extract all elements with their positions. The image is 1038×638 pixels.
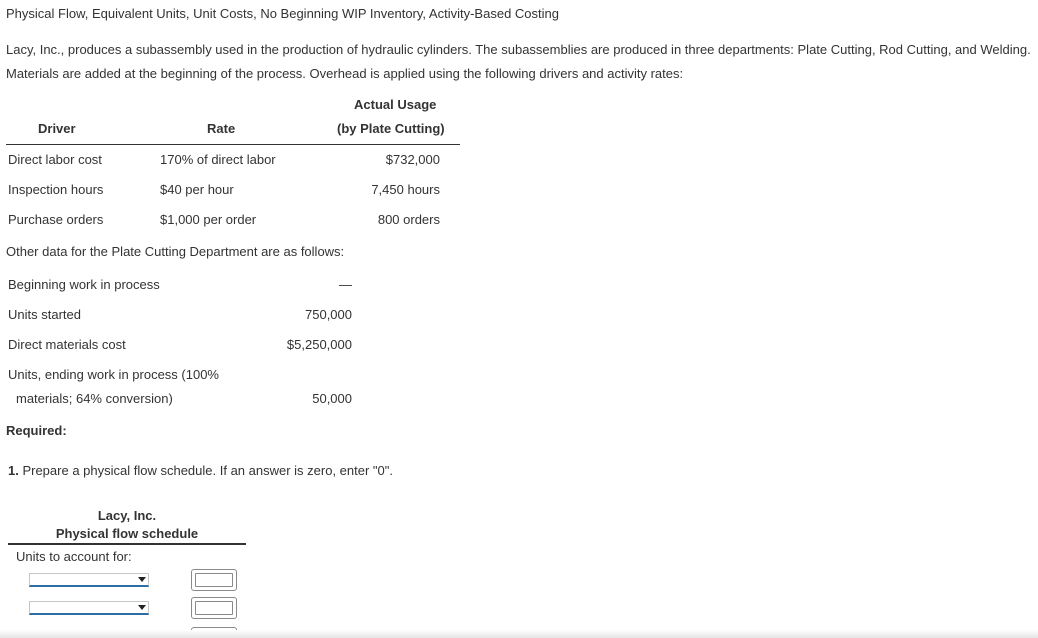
- line-1-label-dropdown[interactable]: [29, 573, 149, 587]
- row-driver: Direct labor cost: [8, 152, 102, 167]
- line-2-label-dropdown[interactable]: [29, 601, 149, 615]
- header-rule: [6, 144, 460, 145]
- schedule-company: Lacy, Inc.: [97, 508, 157, 523]
- chevron-down-icon: [138, 577, 146, 582]
- required-label: Required:: [6, 423, 67, 438]
- usage-header-line2: (by Plate Cutting): [337, 121, 445, 136]
- line-2-amount-input[interactable]: [191, 597, 237, 619]
- dm-cost-label: Direct materials cost: [8, 337, 126, 352]
- schedule-rule: [8, 543, 246, 545]
- units-started-label: Units started: [8, 307, 81, 322]
- ending-wip-label-line2: materials; 64% conversion): [16, 391, 173, 406]
- units-started-value: 750,000: [305, 307, 352, 322]
- scroll-fade: [0, 630, 1038, 638]
- line-1-amount-input[interactable]: [191, 569, 237, 591]
- question-1: [8, 463, 393, 478]
- row-usage: 7,450 hours: [371, 182, 440, 197]
- page-title: Physical Flow, Equivalent Units, Unit Costs, No Beginning WIP Inventory, Activity-Based Costing: [6, 6, 559, 21]
- ending-wip-value: 50,000: [312, 391, 352, 406]
- row-usage: $732,000: [385, 152, 440, 167]
- problem-intro: Lacy, Inc., produces a subassembly used in the production of hydraulic cylinders. The subassemblies are produced in three departments: Plate Cutting, Rod Cutting, and Welding. Materials are added at the beginning of the process. Overhead is applied using the following drivers and activity rates:: [6, 42, 1031, 81]
- row-usage: 800 orders: [377, 212, 440, 227]
- beginning-wip-label: Beginning work in process: [8, 277, 160, 292]
- chevron-down-icon: [138, 605, 146, 610]
- ending-wip-label-line1: Units, ending work in process (100%: [8, 367, 219, 382]
- rate-header: Rate: [207, 121, 236, 136]
- other-data-intro: Other data for the Plate Cutting Department are as follows:: [6, 244, 345, 259]
- driver-header: Driver: [38, 121, 76, 136]
- row-rate: 170% of direct labor: [160, 152, 276, 167]
- units-to-account-label: Units to account for:: [16, 549, 132, 564]
- usage-header-line1: Actual Usage: [354, 97, 437, 112]
- beginning-wip-value: —: [339, 277, 352, 292]
- row-driver: Inspection hours: [8, 182, 104, 197]
- question-text: Prepare a physical flow schedule. If an answer is zero, enter "0".: [18, 463, 393, 478]
- row-driver: Purchase orders: [8, 212, 104, 227]
- row-rate: $1,000 per order: [160, 212, 257, 227]
- question-number: 1.: [8, 463, 19, 478]
- schedule-name: Physical flow schedule: [55, 526, 199, 541]
- row-rate: $40 per hour: [160, 182, 234, 197]
- dm-cost-value: $5,250,000: [286, 337, 352, 352]
